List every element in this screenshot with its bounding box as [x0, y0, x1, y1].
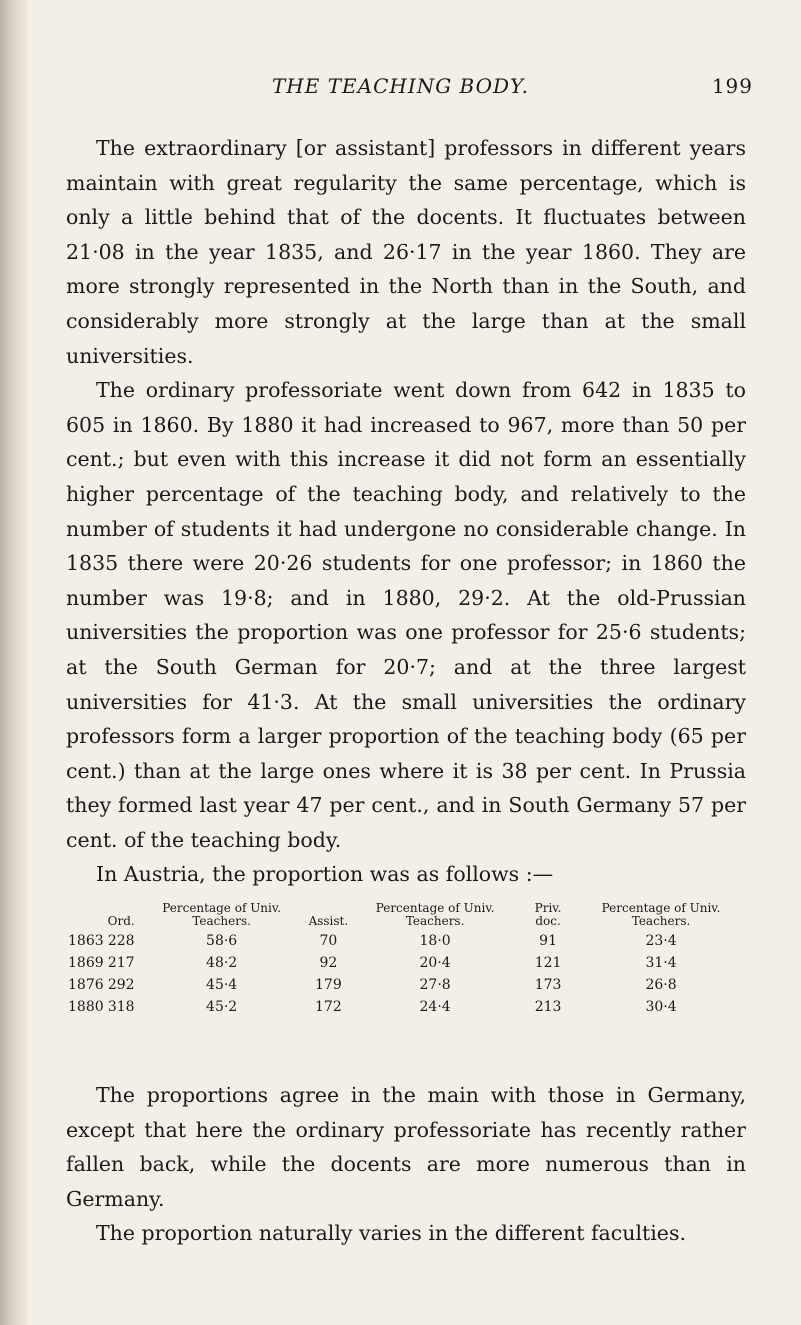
paragraph: The proportion naturally varies in the different faculties. [96, 1221, 686, 1246]
table-cell: 173 [534, 977, 562, 993]
body-text [66, 131, 746, 892]
table-header-row [66, 902, 746, 930]
column-header: Percentage of Univ. Teachers. [601, 901, 721, 928]
table-cell: 45·2 [206, 999, 238, 1015]
data-table [66, 902, 746, 1018]
column-header: Percentage of Univ. Teachers. [162, 901, 282, 928]
table-row [66, 974, 746, 996]
column-header: Ord. [107, 914, 135, 928]
table-cell: 121 [534, 955, 562, 971]
table-cell: 30·4 [645, 999, 677, 1015]
table-cell: 45·4 [206, 977, 238, 993]
table-row [66, 930, 746, 952]
table-cell: 70 [319, 933, 338, 949]
table-cell: 58·6 [206, 933, 238, 949]
table-cell: 228 [107, 933, 135, 949]
paragraph: In Austria, the proportion was as follows :— [96, 862, 554, 887]
table-cell: 217 [107, 955, 135, 971]
table-cell: 213 [534, 999, 562, 1015]
table-cell: 91 [539, 933, 557, 949]
table-cell: 172 [315, 999, 342, 1015]
table-cell: 318 [107, 999, 135, 1015]
year-cell: 1863 [68, 933, 104, 949]
table-cell: 18·0 [419, 933, 451, 949]
page-header [48, 74, 753, 104]
column-header: Assist. [308, 914, 349, 928]
table-cell: 24·4 [419, 999, 451, 1015]
column-header [66, 902, 106, 930]
table-row [66, 952, 746, 974]
book-page [48, 0, 768, 1325]
paragraph: The extraordinary [or assistant] professors in different years maintain with great regularity the same percentage, which is only a little behind that of the docents. It fluctuates between 21·08 in the year 1835, and 26·17 in the year 1860. They are more strongly represented in the North than in the South, and considerably more strongly at the large than at the small universities. [66, 136, 746, 368]
page-binding-edge [0, 0, 28, 1325]
closing-text [66, 1078, 746, 1251]
table-cell: 292 [107, 977, 135, 993]
table-cell: 26·8 [645, 977, 677, 993]
table-row [66, 996, 746, 1018]
page-number: 199 [711, 74, 753, 98]
column-header: Percentage of Univ. Teachers. [375, 901, 495, 928]
running-title: THE TEACHING BODY. [271, 74, 530, 98]
year-cell: 1869 [68, 955, 104, 971]
column-header: Priv. doc. [534, 901, 562, 928]
year-cell: 1880 [68, 999, 104, 1015]
austria-statistics-table [66, 902, 746, 1018]
paragraph: The proportions agree in the main with those in Germany, except that here the ordinary professoriate has recently rather fallen back, while the docents are more numerous than in Germany. [66, 1083, 746, 1211]
table-cell: 179 [315, 977, 342, 993]
table-cell: 23·4 [645, 933, 677, 949]
table-cell: 48·2 [206, 955, 238, 971]
year-cell: 1876 [68, 977, 104, 993]
paragraph: The ordinary professoriate went down from 642 in 1835 to 605 in 1860. By 1880 it had increased to 967, more than 50 per cent.; but even with this increase it did not form an essentially higher percentage of the teaching body, and relatively to the number of students it had undergone no considerable change. In 1835 there were 20·26 students for one professor; in 1860 the number was 19·8; and in 1880, 29·2. At the old-Prussian universities the proportion was one professor for 25·6 students; at the South German for 20·7; and at the three largest universities for 41·3. At the small universities the ordinary professors form a larger proportion of the teaching body (65 per cent.) than at the large ones where it is 38 per cent. In Prussia they formed last year 47 per cent., and in South Germany 57 per cent. of the teaching body. [66, 378, 746, 852]
table-cell: 92 [319, 955, 338, 971]
table-cell: 27·8 [419, 977, 451, 993]
table-cell: 20·4 [419, 955, 451, 971]
table-cell: 31·4 [645, 955, 677, 971]
